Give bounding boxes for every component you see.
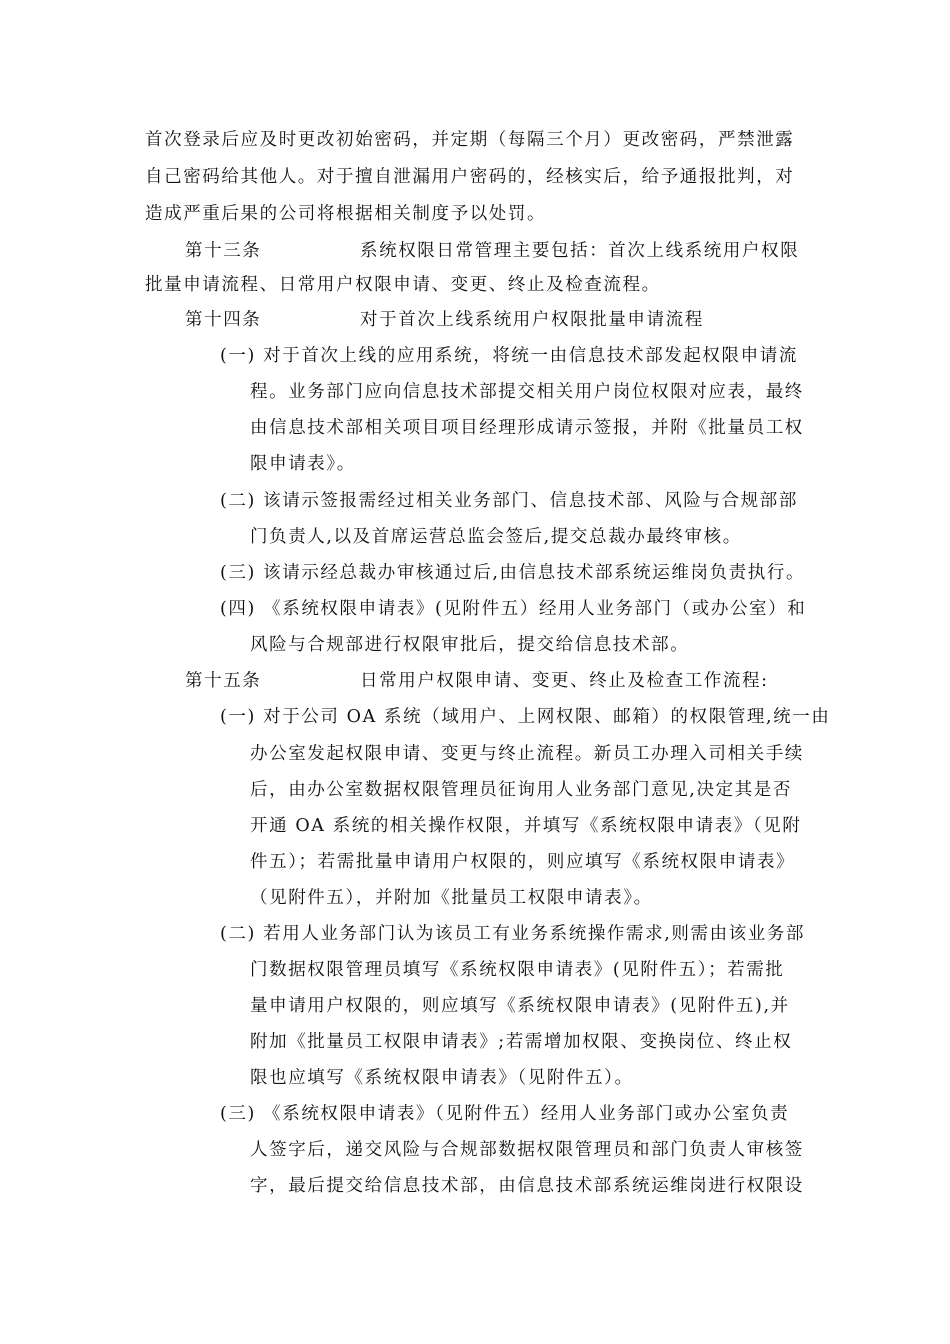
list-item-line: 门数据权限管理员填写《系统权限申请表》(见附件五）；若需批: [250, 960, 785, 980]
article-13-first-line: 系统权限日常管理主要包括：首次上线系统用户权限: [360, 241, 800, 261]
list-item-line: 开通 OA 系统的相关操作权限，并填写《系统权限申请表》（见附: [250, 816, 802, 836]
list-item-line: 程。业务部门应向信息技术部提交相关用户岗位权限对应表，最终: [250, 382, 804, 402]
list-item-line: 字，最后提交给信息技术部，由信息技术部系统运维岗进行权限设: [250, 1176, 804, 1196]
intro-line: 首次登录后应及时更改初始密码，并定期（每隔三个月）更改密码，严禁泄露: [145, 130, 795, 150]
article-13-continuation: 批量申请流程、日常用户权限申请、变更、终止及检查流程。: [145, 275, 661, 295]
list-item-line: 限也应填写《系统权限申请表》（见附件五）。: [250, 1068, 634, 1088]
list-item-line: (二) 该请示签报需经过相关业务部门、信息技术部、风险与合规部部: [220, 491, 798, 511]
list-item-line: 限申请表》。: [250, 454, 356, 474]
list-item-line: 人签字后，递交风险与合规部数据权限管理员和部门负责人审核签: [250, 1140, 804, 1160]
list-item-line: （见附件五），并附加《批量员工权限申请表》。: [250, 888, 653, 908]
intro-line: 自己密码给其他人。对于擅自泄漏用户密码的，经核实后，给予通报批判，对: [145, 167, 795, 187]
list-item-line: (三) 该请示经总裁办审核通过后,由信息技术部系统运维岗负责执行。: [220, 563, 806, 583]
list-item-line: (三) 《系统权限申请表》（见附件五）经用人业务部门或办公室负责: [220, 1104, 790, 1124]
list-item-line: 件五）；若需批量申请用户权限的，则应填写《系统权限申请表》: [250, 852, 796, 872]
list-item-line: 办公室发起权限申请、变更与终止流程。新员工办理入司相关手续: [250, 744, 804, 764]
list-item-line: 由信息技术部相关项目项目经理形成请示签报，并附《批量员工权: [250, 418, 804, 438]
list-item-line: (四) 《系统权限申请表》(见附件五）经用人业务部门（或办公室）和: [220, 599, 807, 619]
article-15-first-line: 日常用户权限申请、变更、终止及检查工作流程:: [360, 671, 769, 691]
list-item-line: 附加《批量员工权限申请表》;若需增加权限、变换岗位、终止权: [250, 1032, 793, 1052]
article-14-heading: 第十四条: [185, 310, 262, 330]
article-13-heading: 第十三条: [185, 241, 262, 261]
list-item-line: (一) 对于首次上线的应用系统，将统一由信息技术部发起权限申请流: [220, 346, 798, 366]
article-15-heading: 第十五条: [185, 671, 262, 691]
list-item-line: (一) 对于公司 OA 系统（域用户、上网权限、邮箱）的权限管理,统一由: [220, 707, 831, 727]
list-item-line: 后，由办公室数据权限管理员征询用人业务部门意见,决定其是否: [250, 780, 792, 800]
intro-line: 造成严重后果的公司将根据相关制度予以处罚。: [145, 204, 547, 224]
list-item-line: (二) 若用人业务部门认为该员工有业务系统操作需求,则需由该业务部: [220, 924, 806, 944]
article-14-first-line: 对于首次上线系统用户权限批量申请流程: [360, 310, 704, 330]
list-item-line: 门负责人,以及首席运营总监会签后,提交总裁办最终审核。: [250, 527, 742, 547]
list-item-line: 量申请用户权限的，则应填写《系统权限申请表》(见附件五),并: [250, 996, 790, 1016]
list-item-line: 风险与合规部进行权限审批后，提交给信息技术部。: [250, 635, 690, 655]
